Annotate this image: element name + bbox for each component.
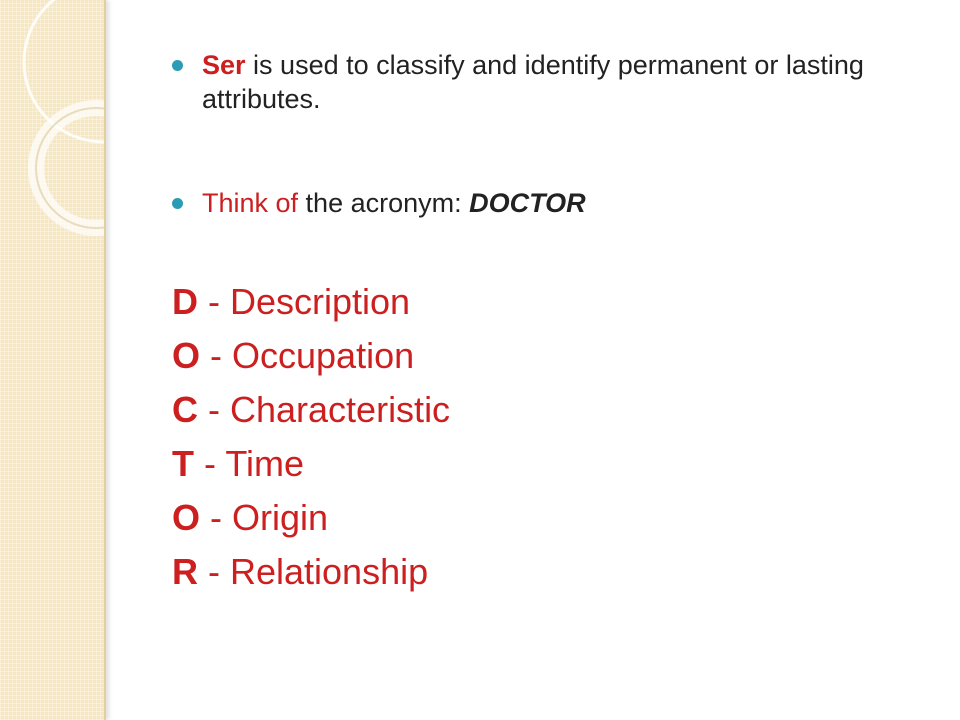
acronym-word: Characteristic [230, 389, 451, 430]
bullet-acronym-hint [172, 186, 892, 220]
bullet2-middle: the acronym: [298, 188, 470, 218]
acronym-word: DOCTOR [469, 188, 586, 218]
acronym-separator: - [200, 335, 233, 376]
acronym-word: Description [230, 281, 411, 322]
acronym-letter: R [172, 551, 198, 592]
bullet-dot-icon [172, 60, 183, 71]
bullet2-lead: Think of [202, 188, 299, 218]
bullet-ser-definition [172, 48, 892, 116]
acronym-item [172, 332, 450, 386]
acronym-letter: O [172, 497, 201, 538]
acronym-item [172, 440, 450, 494]
acronym-letter: T [172, 443, 194, 484]
acronym-word: Origin [232, 497, 329, 538]
acronym-letter: D [172, 281, 198, 322]
acronym-separator: - [198, 389, 230, 430]
acronym-list [172, 278, 450, 602]
acronym-item [172, 548, 450, 602]
keyword-ser: Ser [202, 50, 246, 80]
acronym-item [172, 278, 450, 332]
acronym-separator: - [198, 281, 230, 322]
acronym-separator: - [198, 551, 230, 592]
bullet-text [202, 186, 892, 220]
acronym-word: Occupation [232, 335, 415, 376]
acronym-word: Time [225, 443, 305, 484]
acronym-separator: - [194, 443, 226, 484]
bullet1-body: is used to classify and identify permanent or lasting attributes. [202, 50, 864, 114]
acronym-letter: O [172, 335, 201, 376]
decorative-circles-graphic [0, 0, 104, 720]
acronym-letter: C [172, 389, 198, 430]
acronym-item [172, 386, 450, 440]
acronym-item [172, 494, 450, 548]
bullet-dot-icon [172, 198, 183, 209]
acronym-word: Relationship [230, 551, 429, 592]
decorative-sidebar [0, 0, 106, 720]
acronym-separator: - [200, 497, 233, 538]
bullet-text [202, 48, 892, 116]
